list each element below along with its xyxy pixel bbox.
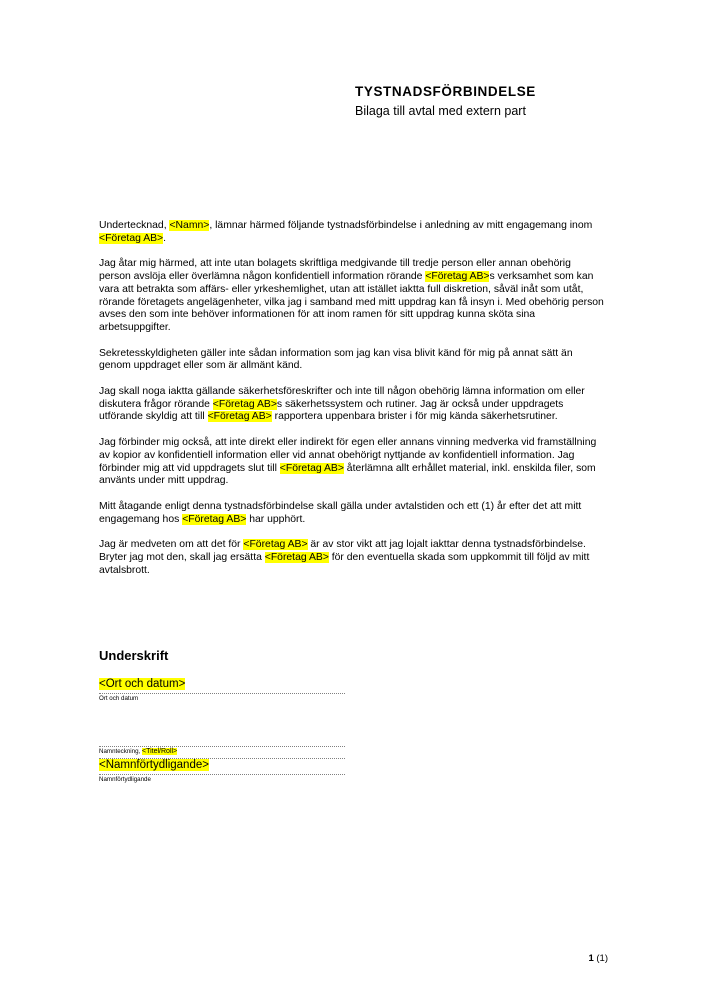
p1-text-b: , lämnar härmed följande tystnadsförbindelse i anledning av mitt engagemang inom (209, 220, 593, 231)
p2-text-b: s verksamhet som kan vara att betrakta som affärs- eller yrkeshemlighet, utan att istället iaktta full diskretion, såväl inåt som utåt, rörande företagets angelägenheter, vilka jag i samband med mitt uppdrag kan få insyn i. Med obehörig person avses den som inte behöver informationen för att inom ramen för sitt uppdrag kunna sköta sina arbetsuppgifter. (99, 271, 604, 333)
paragraph-4 (99, 386, 605, 424)
page-title: TYSTNADSFÖRBINDELSE (355, 84, 536, 99)
placeholder-company-7: <Företag AB> (243, 539, 308, 551)
clarification-caption: Namnförtydligande (99, 775, 151, 783)
p4-text-b: s säkerhetssystem och rutiner. Jag är också under uppdragets utförande skyldig att till (99, 398, 564, 423)
document-header (355, 84, 655, 119)
placeholder-company-1: <Företag AB> (99, 232, 164, 244)
placeholder-company-3: <Företag AB> (212, 398, 277, 410)
p6-text-a: Mitt åtagande enligt denna tystnadsförbindelse skall gälla under avtalstiden och ett (1) år efter det att mitt engagemang hos (99, 500, 582, 525)
placeholder-name: <Namn> (169, 220, 210, 231)
placeholder-title-role: <Titel/Roll> (142, 748, 178, 755)
p2-text-a: Jag åtar mig härmed, att inte utan bolagets skriftliga medgivande till tredje person eller annan obehörig person avslöja eller överlämna någon konfidentiell information rörande (99, 258, 571, 283)
clarification-field[interactable] (99, 759, 349, 772)
placeholder-place-date: <Ort och datum> (99, 678, 186, 690)
page-footer (588, 953, 608, 964)
placeholder-company-4: <Företag AB> (207, 411, 272, 423)
signature-block-place-date (99, 678, 349, 703)
paragraph-5 (99, 437, 605, 488)
page-subtitle: Bilaga till avtal med extern part (355, 103, 526, 118)
placeholder-company-8: <Företag AB> (264, 552, 329, 564)
paragraph-6 (99, 501, 605, 526)
placeholder-company-2: <Företag AB> (425, 271, 490, 283)
namnteckning-row[interactable] (99, 747, 349, 756)
p7-text-b: är av stor vikt att jag lojalt iakttar denna tystnadsförbindelse. Bryter jag mot den, skall jag ersätta (99, 539, 586, 564)
placeholder-clarification: <Namnförtydligande> (99, 759, 209, 771)
paragraph-3: Sekretesskyldigheten gäller inte sådan information som jag kan visa blivit känd för mig på annat sätt än genom uppdraget eller som är allmänt känd. (99, 347, 573, 372)
dotted-line-place-date (99, 692, 345, 694)
place-date-field[interactable] (99, 678, 349, 691)
p4-text-c: rapportera uppenbara brister i för mig kända säkerhetsrutiner. (271, 411, 558, 423)
placeholder-company-6: <Företag AB> (182, 513, 247, 525)
p4-text-a: Jag skall noga iaktta gällande säkerhetsföreskrifter och inte till någon obehörig lämna information om eller diskutera frågor rörande (99, 386, 585, 410)
p5-text-a: Jag förbinder mig också, att inte direkt eller indirekt för egen eller annans vinning medverka vid framställning av kopior av konfidentiell information eller vid annat obehörigt nyttjande av konfidentiell information. Jag förbinder mig att vid uppdragets slut till (99, 437, 597, 474)
paragraph-7 (99, 539, 605, 577)
signature-heading: Underskrift (99, 648, 169, 663)
p7-text-c: för den eventuella skada som uppkommit till följd av mitt avtalsbrott. (99, 552, 590, 576)
paragraph-1 (99, 220, 605, 245)
p1-text-a: Undertecknad, (99, 220, 170, 231)
namnteckning-label: Namnteckning, (99, 748, 142, 755)
footer-page-current: 1 (588, 953, 594, 964)
placeholder-company-5: <Företag AB> (279, 462, 344, 474)
paragraph-2 (99, 258, 605, 334)
signature-block-name (99, 744, 349, 784)
dotted-line-clarification (99, 773, 345, 775)
document-body (99, 220, 605, 590)
place-date-caption: Ort och datum (99, 694, 139, 702)
p5-text-b: återlämna allt erhållet material, inkl. enskilda filer, som använts under mitt uppdrag. (99, 462, 596, 487)
p6-text-b: har upphört. (246, 513, 306, 525)
footer-page-total: (1) (596, 953, 608, 964)
p7-text-a: Jag är medveten om att det för (99, 539, 244, 551)
p1-text-c: . (163, 232, 167, 244)
